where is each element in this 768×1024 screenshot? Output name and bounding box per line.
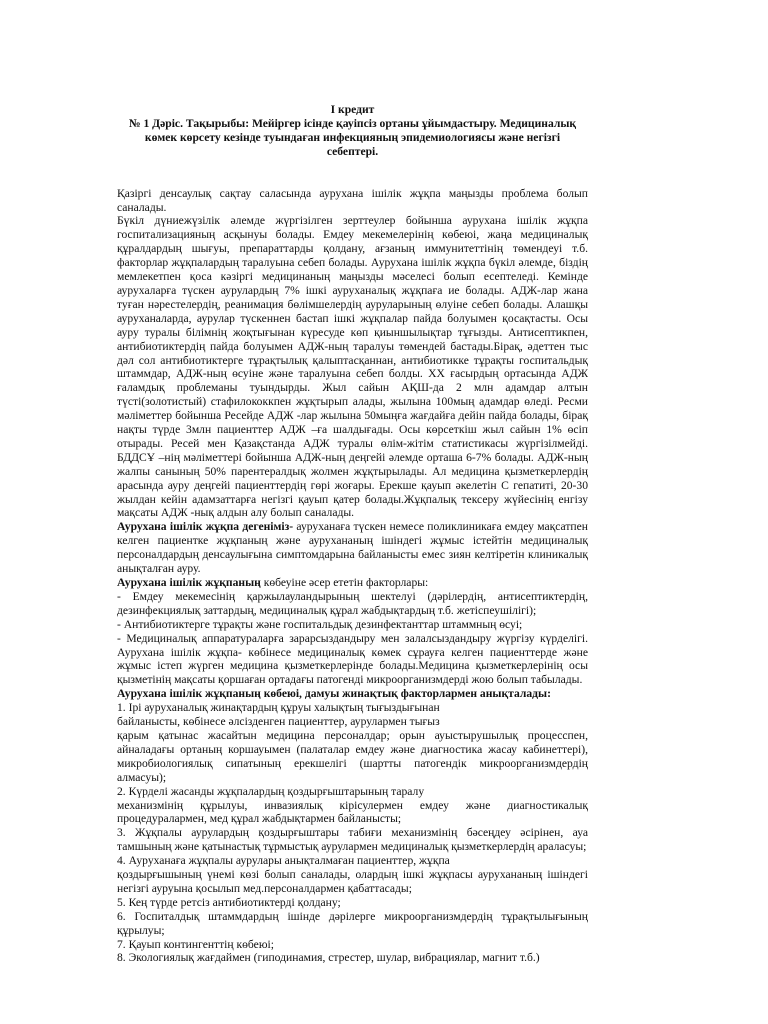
definition-paragraph <box>117 520 588 576</box>
lecture-title-line-1: № 1 Дәріс. Тақырыбы: Мейіргер ісінде қауіпсіз ортаны ұйымдастыру. Медициналық <box>128 116 577 130</box>
credit-heading: І кредит <box>330 103 375 116</box>
header-spacer <box>117 159 588 187</box>
list-item: 6. Госпиталдық штаммдардың ішінде дәрілерге микроорганизмдердің тұрақтылығының құрылуы; <box>117 909 588 937</box>
cumulative-factors-heading <box>117 687 588 701</box>
lecture-title-line-3: себептері. <box>326 144 379 158</box>
list-item-continuation: қоздырғышының үнемі көзі болып саналады, олардың ішкі жұқпасы аурухананың ішіндегі негізгі ауруына қосылып мед.персоналдармен қабаттасады; <box>117 868 588 895</box>
list-item: 5. Кең түрде ретсіз антибиотиктерді қолдану; <box>117 895 341 909</box>
factors-heading <box>117 576 588 590</box>
list-item-continuation: механизмінің құрылуы, инвазиялық кірісулермен емдеу және диагностикалық процедуралармен, мед құрал жабдықтармен байланысты; <box>117 798 588 826</box>
list-item: 8. Экологиялық жағдаймен (гиподинамия, стрестер, шулар, вибрациялар, магнит т.б.) <box>117 951 540 965</box>
intro-paragraph: Қазіргі денсаулық сақтау саласында аурухана ішілік жұқпа маңызды проблема болып саналады. <box>117 186 588 214</box>
list-item: 7. Қауып контингенттің көбеюі; <box>117 937 274 951</box>
list-item: 2. Күрделі жасанды жұқпалардың қоздырғыштарының таралу <box>117 784 425 798</box>
lecture-title-line-2: көмек көрсету кезінде туындаған инфекцияның эпидемиологиясы және негізгі <box>144 130 561 144</box>
factors-heading-rest: көбеуіне әсер ететін факторлары: <box>260 576 429 589</box>
factor-item: - Емдеу мекемесінің қаржылауландырының шектелуі (дәрілердің, антисептиктердің, дезинфекциялық заттардың, медициналық құрал жабдықтардың т.б. жетіспеушілігі); <box>117 589 588 617</box>
list-item: 3. Жұқпалы аурулардың қоздырғыштары табиғи механизмінің бәсеңдеу әсірінен, ауа тамшының және қатынастық тұрмыстық аурулармен медициналық қызметкерлердің араласуы; <box>117 826 588 854</box>
list-item-continuation: байланысты, көбінесе әлсізденген пациенттер, аурулармен тығыз <box>117 715 440 729</box>
main-paragraph: Бүкіл дүниежүзілік әлемде жүргізілген зерттеулер бойынша аурухана ішілік жұқпа госпитализацияның асқынуы болады. Емдеу мекемелерінің көбеюі, жаңа медициналық құралдардың шығуы, препараттарды қолдану, ағзаның иммунитеттінің төмендеуі т.б. факторлар жұқпалардың таралуына себеп болады. Аурухана ішілік жұқпа бүкіл әлемде, біздің мемлекетпен қоса кәзіргі медицинаның маңызды мәселесі болып есептеледі. Кемінде аурухаларға түскен аурулардың 7% ішкі ауруханалық жұқпаға ие болады. АДЖ-лар жана туған нәрестелердің, реанимация бөлімшелердің ауруларының өлуіне себеп болады. Алашқы ауруханаларда, аурулар түскеннен бастап ішкі жұқпалар пайда болуымен қосақтасты. Осы ауру туралы білімнің жоқтығынан күресуде көп қиыншылықтар тұғызды. Антисептикпен, антибиотиктердің пайда болуымен АДЖ-ның таралуы төмендей бастады.Бірақ, әдеттен тыс дәл сол антибиотиктерге тұрақтылық қалыптасқаннан, антибиотикке тұрақты госпитальдық штаммдар, АДЖ-ның өсуіне және таралуына себеп болды. ХХ ғасырдың ортасында АДЖ ғаламдық проблеманы туындырды. Жыл сайын АҚШ-да 2 млн адамдар алтын түсті(золотистый) стафилококкпен жұқтырып алады, жылына 100мың адамдар өледі. Ресми мәліметтер бойынша Ресейде АДЖ -лар жылына 50мыңға жағдайға дейін пайда болады, бірақ нақты түрде 3млн пациенттер АДЖ –ға шалдығады. Осы көрсеткіш жыл сайын 1% өсіп отырады. Ресей мен Қазақстанда АДЖ туралы өлім-жітім статистикасы жүргізілмейді. БДДСҰ –нің мәліметтері бойынша АДЖ-ның деңгейі әлемде орташа 6-7% болады. АДЖ-ның жалпы санының 50% парентералдық жолмен жұқтырылады. Ал медицина қызметкерлердің арасында ауру деңгейі пациенттердің гөрі жоғары. Ерекше қауып әкелетін С гепатиті, 20-30 жылдан кейін адамзаттарға негізгі қауып қатер болады.Жұқпалық тексеру жүйесінің енгізу мақсаты АДЖ -нық алдын алу болып саналады. <box>117 214 588 520</box>
list-item: 1. Ірі ауруханалық жинақтардың құруы халықтың тығыздығынан <box>117 701 440 715</box>
list-item-continuation: қарым қатынас жасайтын медицина персоналдар; орын ауыстырушылық процесспен, айналадағы ортаның коршауымен (палаталар емдеу және диагностика жасау кабинеттері), микробиологиялық сипатының ерекшелігі (шартты патогендік микроорганизмдердің алмасуы); <box>117 728 588 784</box>
document-header <box>117 103 588 159</box>
definition-text: ауруханаға түскен немесе поликлиникаға емдеу мақсатпен келген пациентке жұқпаның және аурухананың ішіндегі жұмыс істейтін медициналық персоналдардың денсаулығына симптомдарына байланысты емес зиян келтіретін клиникалық анықталған ауру. <box>117 520 588 576</box>
cumulative-factors-heading-text: Аурухана ішілік жұқпаның көбеюі, дамуы жинақтық факторлармен анықталады: <box>117 687 551 701</box>
document-body <box>117 187 588 966</box>
list-item: 4. Ауруханаға жұқпалы аурулары анықталмаған пациенттер, жұқпа <box>117 854 450 868</box>
factors-heading-bold: Аурухана ішілік жұқпаның <box>117 576 261 589</box>
factor-item: - Антибиотиктерге тұрақты және госпитальдық дезинфектанттар штаммның өсуі; <box>117 617 523 631</box>
definition-term: Аурухана ішілік жұқпа дегеніміз- <box>117 520 294 534</box>
factor-item: - Медициналық аппаратураларға зарарсыздандыру мен залалсыздандыру жүргізу күрделігі. Аурухана ішілік жұқпа- көбінесе медициналық көмек сұрауға келген пациенттерде және жұмыс істеп жүрген медицина қызметкерлерінде болады.Медицина қызметкерлерінің осы қызметінің мақсаты қоршаған ортадағы патогенді микроорганизмдерді жою болып табылады. <box>117 631 588 687</box>
